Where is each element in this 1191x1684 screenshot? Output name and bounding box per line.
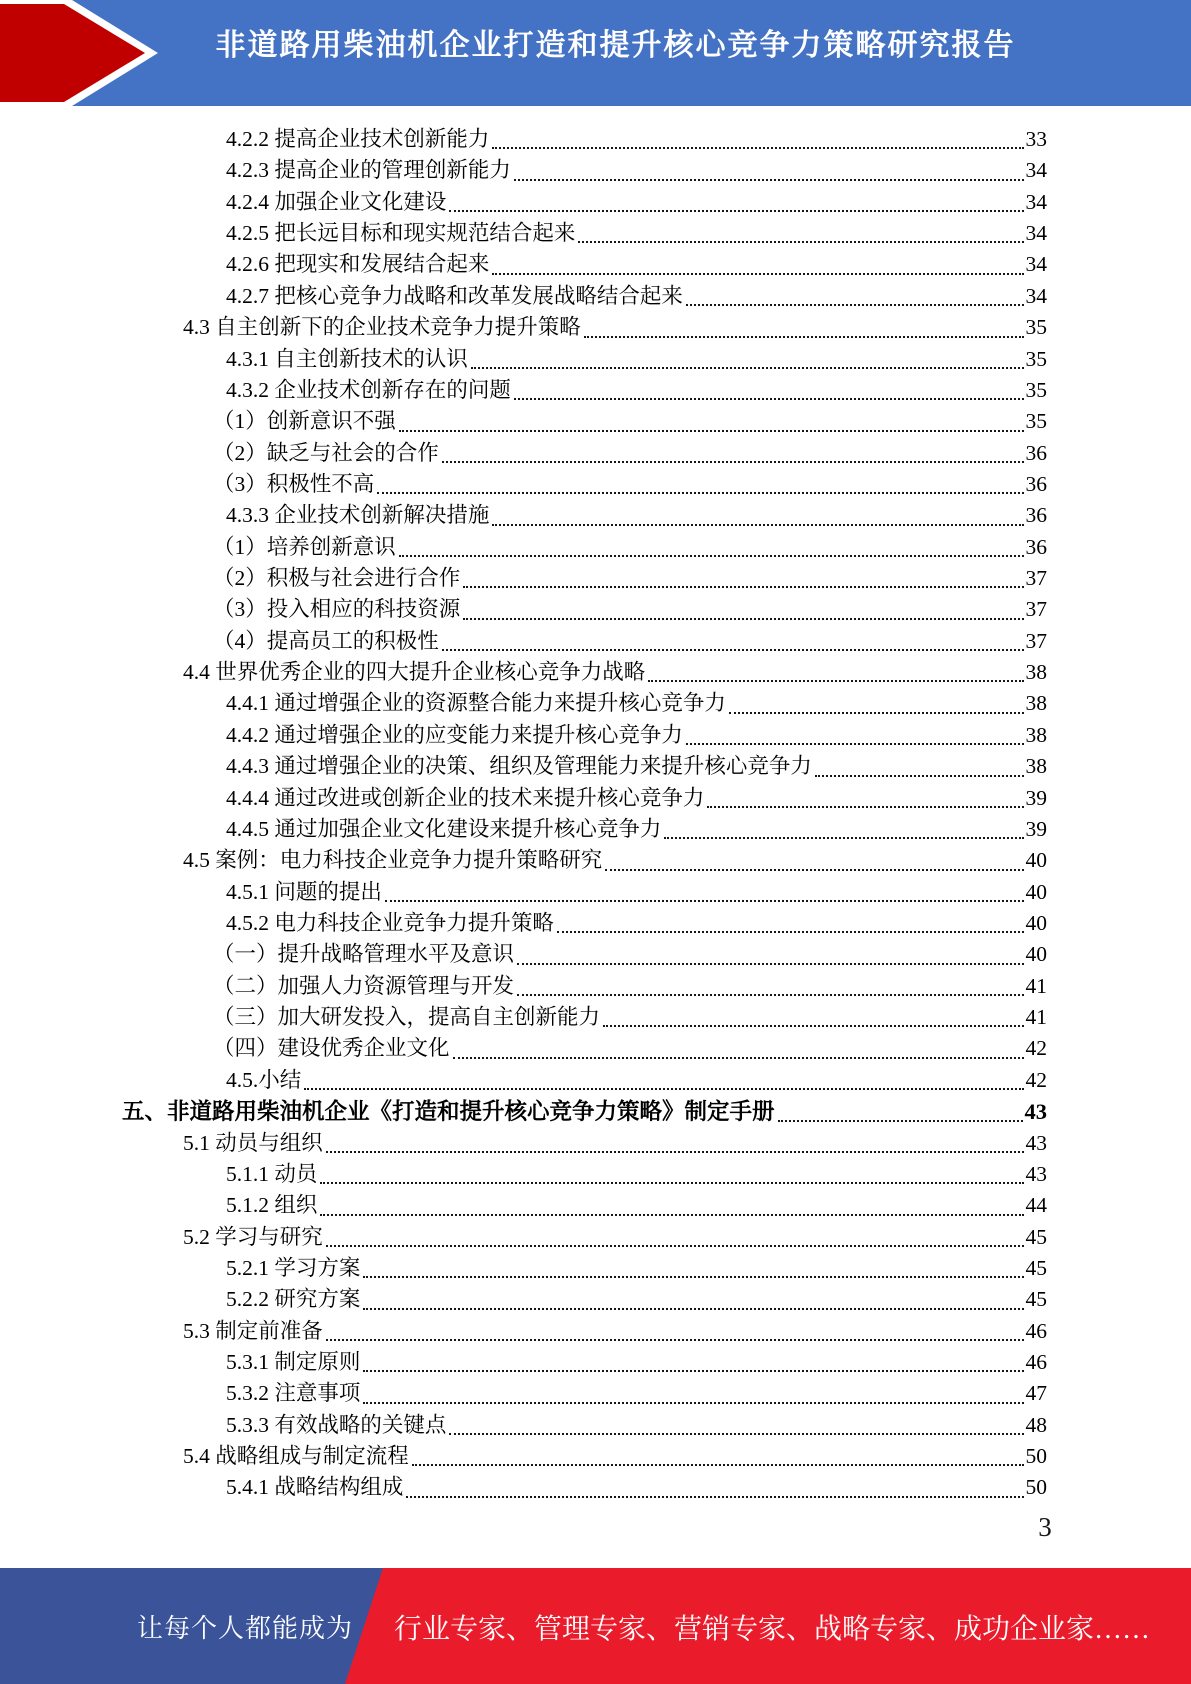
toc-entry-page: 43 — [1025, 1161, 1047, 1186]
toc-entry-label: 4.5 案例：电力科技企业竞争力提升策略研究 — [183, 848, 603, 873]
toc-entry — [122, 783, 1047, 814]
toc-entry-label: 5.3 制定前准备 — [183, 1318, 323, 1343]
toc-entry-page: 36 — [1025, 440, 1047, 465]
dot-leader — [463, 618, 1023, 620]
dot-leader — [320, 1214, 1023, 1216]
dot-leader — [449, 210, 1023, 212]
dot-leader — [399, 430, 1024, 432]
toc-entry-label: 5.1 动员与组织 — [183, 1130, 323, 1155]
toc-entry — [122, 469, 1047, 500]
toc-entry-label: 4.4.1 通过增强企业的资源整合能力来提升核心竞争力 — [226, 691, 726, 716]
toc-entry-label: 5.3.3 有效战略的关键点 — [226, 1412, 447, 1437]
dot-leader — [449, 1433, 1023, 1435]
dot-leader — [729, 712, 1024, 714]
toc-entry-page: 35 — [1025, 377, 1047, 402]
toc-entry-page: 35 — [1025, 346, 1047, 371]
toc-entry-label: （4）提高员工的积极性 — [213, 628, 439, 653]
toc-entry — [122, 187, 1047, 218]
toc-entry-label: （1）培养创新意识 — [213, 534, 396, 559]
toc-entry-page: 46 — [1025, 1318, 1047, 1343]
toc-entry — [122, 814, 1047, 845]
toc-entry — [122, 1128, 1047, 1159]
dot-leader — [517, 963, 1023, 965]
footer-slogan-left: 让每个人都能成为 — [137, 1614, 354, 1643]
toc-entry-page: 41 — [1025, 973, 1047, 998]
dot-leader — [584, 336, 1024, 338]
toc-entry — [122, 1316, 1047, 1347]
toc-entry — [122, 124, 1047, 155]
toc-entry — [122, 563, 1047, 594]
toc-entry — [122, 344, 1047, 375]
toc-entry — [122, 1002, 1047, 1033]
toc-entry-label: （1）创新意识不强 — [213, 409, 396, 434]
dot-leader — [363, 1308, 1023, 1310]
toc-entry-label: （2）缺乏与社会的合作 — [213, 440, 439, 465]
toc-entry — [122, 1253, 1047, 1284]
toc-entry — [122, 720, 1047, 751]
dot-leader — [605, 869, 1023, 871]
toc-entry-label: 4.5.2 电力科技企业竞争力提升策略 — [226, 910, 554, 935]
toc-entry-page: 34 — [1025, 158, 1047, 183]
toc-entry-page: 45 — [1025, 1287, 1047, 1312]
dot-leader — [492, 524, 1023, 526]
dot-leader — [707, 806, 1023, 808]
toc-entry-label: 4.4.3 通过增强企业的决策、组织及管理能力来提升核心竞争力 — [226, 754, 812, 779]
toc-entry-label: 4.2.6 把现实和发展结合起来 — [226, 252, 490, 277]
toc-entry-label: 4.3 自主创新下的企业技术竞争力提升策略 — [183, 315, 581, 340]
toc-entry-page: 39 — [1025, 785, 1047, 810]
toc-entry-label: （3）投入相应的科技资源 — [213, 597, 461, 622]
toc-entry-label: 5.3.1 制定原则 — [226, 1350, 361, 1375]
toc-entry-page: 33 — [1025, 127, 1047, 151]
dot-leader — [514, 398, 1024, 400]
toc-entry — [122, 1441, 1047, 1472]
toc-entry-page: 34 — [1025, 252, 1047, 277]
toc-entry — [122, 375, 1047, 406]
toc-entry — [122, 877, 1047, 908]
toc-entry — [122, 1065, 1047, 1096]
toc-entry — [122, 312, 1047, 343]
toc-entry-label: 4.5.小结 — [226, 1067, 302, 1092]
dot-leader — [304, 1088, 1023, 1090]
toc-entry-page: 35 — [1025, 409, 1047, 434]
toc-entry-label: 4.3.2 企业技术创新存在的问题 — [226, 377, 511, 402]
toc-entry-page: 39 — [1025, 816, 1047, 841]
dot-leader — [578, 241, 1023, 243]
toc-entry — [122, 1096, 1047, 1127]
dot-leader — [326, 1339, 1024, 1341]
report-title: 非道路用柴油机企业打造和提升核心竞争力策略研究报告 — [215, 29, 1016, 62]
toc-entry — [122, 1472, 1047, 1503]
toc-entry-label: 4.2.5 把长远目标和现实规范结合起来 — [226, 221, 576, 246]
dot-leader — [463, 586, 1023, 588]
toc-entry-label: 5.2.2 研究方案 — [226, 1287, 361, 1312]
toc-entry-label: （四）建设优秀企业文化 — [213, 1036, 450, 1061]
dot-leader — [406, 1496, 1023, 1498]
toc-entry-page: 38 — [1025, 691, 1047, 716]
toc-entry-page: 45 — [1025, 1224, 1047, 1249]
toc-entry-label: 4.5.1 问题的提出 — [226, 879, 382, 904]
toc-entry-page: 48 — [1025, 1412, 1047, 1437]
table-of-contents — [122, 124, 1047, 1504]
dot-leader — [326, 1245, 1024, 1247]
toc-entry-page: 40 — [1025, 910, 1047, 935]
toc-entry-page: 36 — [1025, 503, 1047, 528]
toc-entry-label: （三）加大研发投入，提高自主创新能力 — [213, 1005, 601, 1030]
toc-entry-page: 46 — [1025, 1350, 1047, 1375]
toc-entry-label: 五、非道路用柴油机企业《打造和提升核心竞争力策略》制定手册 — [122, 1099, 775, 1125]
page-footer — [0, 1568, 1191, 1684]
toc-entry-page: 40 — [1025, 848, 1047, 873]
toc-entry — [122, 594, 1047, 625]
dot-leader — [412, 1464, 1024, 1466]
toc-entry — [122, 218, 1047, 249]
dot-leader — [815, 775, 1024, 777]
toc-entry-page: 42 — [1025, 1036, 1047, 1061]
toc-entry-label: （一）提升战略管理水平及意识 — [213, 942, 515, 967]
toc-entry — [122, 688, 1047, 719]
dot-leader — [363, 1402, 1023, 1404]
toc-entry-label: （二）加强人力资源管理与开发 — [213, 973, 515, 998]
toc-entry — [122, 1222, 1047, 1253]
toc-entry — [122, 1378, 1047, 1409]
dot-leader — [377, 492, 1023, 494]
page-header — [0, 0, 1191, 106]
toc-entry — [122, 1190, 1047, 1221]
dot-leader — [557, 931, 1024, 933]
dot-leader — [320, 1182, 1023, 1184]
toc-entry-page: 40 — [1025, 879, 1047, 904]
page-number: 3 — [1038, 1512, 1052, 1542]
toc-entry — [122, 908, 1047, 939]
toc-entry-page: 50 — [1025, 1475, 1047, 1500]
toc-entry-page: 37 — [1025, 628, 1047, 653]
toc-entry-page: 34 — [1025, 221, 1047, 246]
toc-entry-label: 4.3.1 自主创新技术的认识 — [226, 346, 468, 371]
toc-entry-label: 5.3.2 注意事项 — [226, 1381, 361, 1406]
dot-leader — [399, 555, 1024, 557]
toc-entry — [122, 971, 1047, 1002]
dot-leader — [648, 680, 1023, 682]
dot-leader — [517, 994, 1023, 996]
dot-leader — [778, 1120, 1023, 1122]
dot-leader — [492, 273, 1023, 275]
toc-entry — [122, 406, 1047, 437]
toc-entry-page: 38 — [1025, 660, 1047, 685]
toc-entry — [122, 249, 1047, 280]
toc-entry — [122, 1410, 1047, 1441]
dot-leader — [471, 367, 1024, 369]
toc-entry-label: 4.3.3 企业技术创新解决措施 — [226, 503, 490, 528]
toc-entry-label: 4.2.2 提高企业技术创新能力 — [226, 127, 490, 151]
toc-entry-page: 40 — [1025, 942, 1047, 967]
dot-leader — [385, 900, 1024, 902]
dot-leader — [664, 837, 1023, 839]
toc-entry — [122, 438, 1047, 469]
toc-entry-label: 5.2 学习与研究 — [183, 1224, 323, 1249]
toc-entry-label: 4.4 世界优秀企业的四大提升企业核心竞争力战略 — [183, 660, 646, 685]
toc-entry-label: 5.2.1 学习方案 — [226, 1255, 361, 1280]
toc-entry-label: （2）积极与社会进行合作 — [213, 566, 461, 591]
toc-entry-page: 34 — [1025, 283, 1047, 308]
toc-entry-page: 36 — [1025, 534, 1047, 559]
toc-entry — [122, 532, 1047, 563]
chevron-arrow-icon — [0, 0, 170, 106]
toc-entry-label: 4.4.4 通过改进或创新企业的技术来提升核心竞争力 — [226, 785, 705, 810]
toc-entry — [122, 155, 1047, 186]
dot-leader — [442, 649, 1024, 651]
toc-entry — [122, 1033, 1047, 1064]
toc-entry — [122, 939, 1047, 970]
dot-leader — [326, 1151, 1024, 1153]
footer-slogan-right: 行业专家、管理专家、营销专家、战略专家、成功企业家…… — [394, 1614, 1151, 1645]
dot-leader — [686, 304, 1024, 306]
dot-leader — [363, 1370, 1023, 1372]
toc-entry-page: 34 — [1025, 189, 1047, 214]
toc-entry — [122, 1347, 1047, 1378]
toc-entry — [122, 1159, 1047, 1190]
toc-entry-page: 38 — [1025, 722, 1047, 747]
dot-leader — [442, 461, 1024, 463]
toc-entry — [122, 751, 1047, 782]
toc-entry-label: 4.4.2 通过增强企业的应变能力来提升核心竞争力 — [226, 722, 683, 747]
toc-entry-label: 4.2.7 把核心竞争力战略和改革发展战略结合起来 — [226, 283, 683, 308]
toc-entry — [122, 281, 1047, 312]
toc-entry-label: 4.4.5 通过加强企业文化建设来提升核心竞争力 — [226, 816, 662, 841]
dot-leader — [492, 147, 1023, 149]
toc-entry-label: 5.1.1 动员 — [226, 1161, 318, 1186]
toc-entry-page: 38 — [1025, 754, 1047, 779]
dot-leader — [686, 743, 1024, 745]
toc-entry-label: 5.4 战略组成与制定流程 — [183, 1444, 409, 1469]
toc-entry — [122, 500, 1047, 531]
toc-entry-page: 41 — [1025, 1005, 1047, 1030]
toc-entry-page: 35 — [1025, 315, 1047, 340]
toc-entry-page: 43 — [1025, 1130, 1047, 1155]
dot-leader — [603, 1025, 1023, 1027]
toc-entry-label: （3）积极性不高 — [213, 471, 375, 496]
toc-entry-label: 4.2.3 提高企业的管理创新能力 — [226, 158, 511, 183]
dot-leader — [514, 179, 1024, 181]
toc-entry-page: 44 — [1025, 1193, 1047, 1218]
toc-entry-page: 45 — [1025, 1255, 1047, 1280]
dot-leader — [453, 1057, 1024, 1059]
toc-entry — [122, 845, 1047, 876]
toc-entry — [122, 657, 1047, 688]
toc-entry-label: 5.4.1 战略结构组成 — [226, 1475, 404, 1500]
toc-entry-page: 37 — [1025, 566, 1047, 591]
toc-entry-page: 36 — [1025, 471, 1047, 496]
toc-entry-label: 5.1.2 组织 — [226, 1193, 318, 1218]
toc-entry — [122, 626, 1047, 657]
toc-entry-page: 42 — [1025, 1067, 1047, 1092]
toc-entry-label: 4.2.4 加强企业文化建设 — [226, 189, 447, 214]
toc-entry — [122, 1284, 1047, 1315]
toc-entry-page: 50 — [1025, 1444, 1047, 1469]
toc-entry-page: 37 — [1025, 597, 1047, 622]
dot-leader — [363, 1276, 1023, 1278]
toc-entry-page: 43 — [1024, 1099, 1047, 1125]
toc-entry-page: 47 — [1025, 1381, 1047, 1406]
